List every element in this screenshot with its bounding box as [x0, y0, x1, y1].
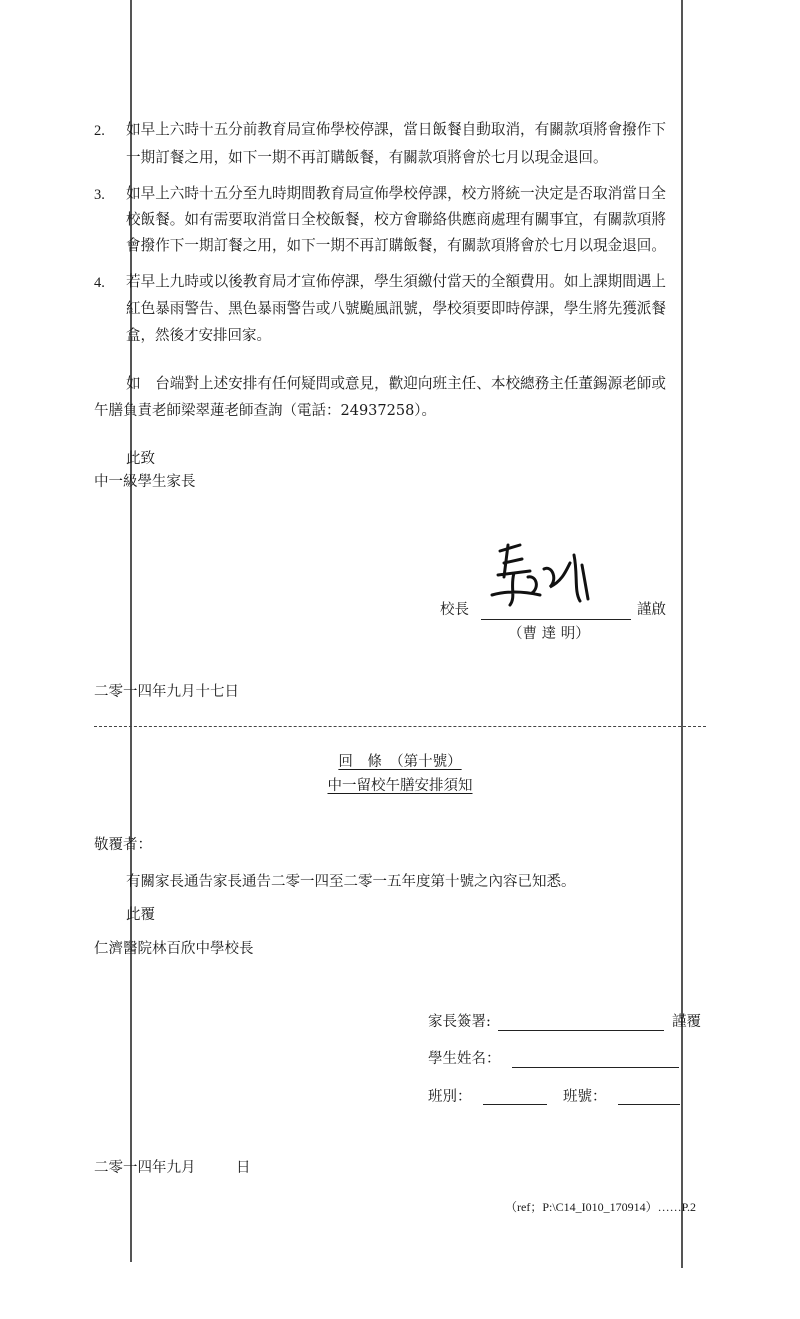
- item-4-number: 4.: [94, 275, 105, 291]
- addressee-text: 中一級學生家長: [94, 474, 196, 490]
- reply-date-suffix: 日: [236, 1160, 251, 1176]
- class-label: 班別：: [428, 1089, 472, 1105]
- item-2-line-1: 如早上六時十五分前教育局宣佈學校停課，當日飯餐自動取消，有關款項將會撥作下: [126, 121, 666, 138]
- reply-body: 有關家長通告家長通告二零一四至二零一五年度第十號之內容已知悉。: [126, 874, 576, 890]
- reply-slip-subtitle: 中一留校午膳安排須知: [327, 778, 473, 794]
- item-3-line-2: 校飯餐。如有需要取消當日全校飯餐，校方會聯絡供應商處理有關事宜，有關款項將: [126, 211, 666, 228]
- principal-name: （曹 達 明）: [508, 626, 590, 642]
- item-4-line-2: 紅色暴雨警告、黑色暴雨警告或八號颱風訊號，學校須要即時停課，學生將先獲派餐: [126, 300, 666, 317]
- parent-signature-suffix: 謹覆: [672, 1014, 701, 1030]
- class-no-label: 班號：: [563, 1089, 607, 1105]
- item-4-line-3: 盒，然後才安排回家。: [126, 328, 271, 344]
- reply-closing: 此覆: [126, 907, 155, 923]
- scan-line-right: [681, 0, 683, 1268]
- parent-signature-label: 家長簽署:: [428, 1014, 491, 1030]
- reply-date-prefix: 二零一四年九月: [94, 1160, 196, 1176]
- notice-date: 二零一四年九月十七日: [94, 684, 239, 700]
- cut-line: [94, 726, 706, 727]
- signature-suffix: 謹啟: [637, 602, 666, 618]
- footer-reference: （ref；P:\C14_I010_170914）……P.2: [505, 1200, 697, 1214]
- enquiry-line-2: 午膳負責老師梁翠蓮老師查詢（電話：24937258）。: [94, 403, 437, 419]
- item-4-line-1: 若早上九時或以後教育局才宣佈停課，學生須繳付當天的全額費用。如上課期間遇上: [126, 273, 666, 290]
- item-3-number: 3.: [94, 187, 105, 203]
- student-name-field[interactable]: [512, 1067, 679, 1068]
- item-3-line-3: 會撥作下一期訂餐之用，如下一期不再訂購飯餐，有關款項將會於七月以現金退回。: [126, 237, 666, 254]
- enquiry-line-1: 如 台端對上述安排有任何疑問或意見，歡迎向班主任、本校總務主任董錫源老師或: [126, 375, 666, 392]
- class-no-field[interactable]: [618, 1104, 680, 1105]
- closing-text: 此致: [126, 451, 155, 467]
- reply-salutation: 敬覆者：: [94, 837, 152, 853]
- reply-recipient: 仁濟醫院林百欣中學校長: [94, 941, 254, 957]
- student-name-label: 學生姓名：: [428, 1051, 501, 1067]
- principal-signature-drawing: [470, 525, 610, 620]
- item-2-line-2: 一期訂餐之用，如下一期不再訂購飯餐，有關款項將會於七月以現金退回。: [126, 149, 608, 166]
- signature-line: [481, 619, 631, 620]
- class-field[interactable]: [483, 1104, 547, 1105]
- reply-slip-title: 回 條 （第十號）: [338, 754, 462, 770]
- item-3-line-1: 如早上六時十五分至九時期間教育局宣佈學校停課，校方將統一決定是否取消當日全: [126, 185, 666, 202]
- item-2-number: 2.: [94, 123, 105, 139]
- signature-title: 校長: [440, 602, 469, 618]
- parent-signature-field[interactable]: [498, 1030, 664, 1031]
